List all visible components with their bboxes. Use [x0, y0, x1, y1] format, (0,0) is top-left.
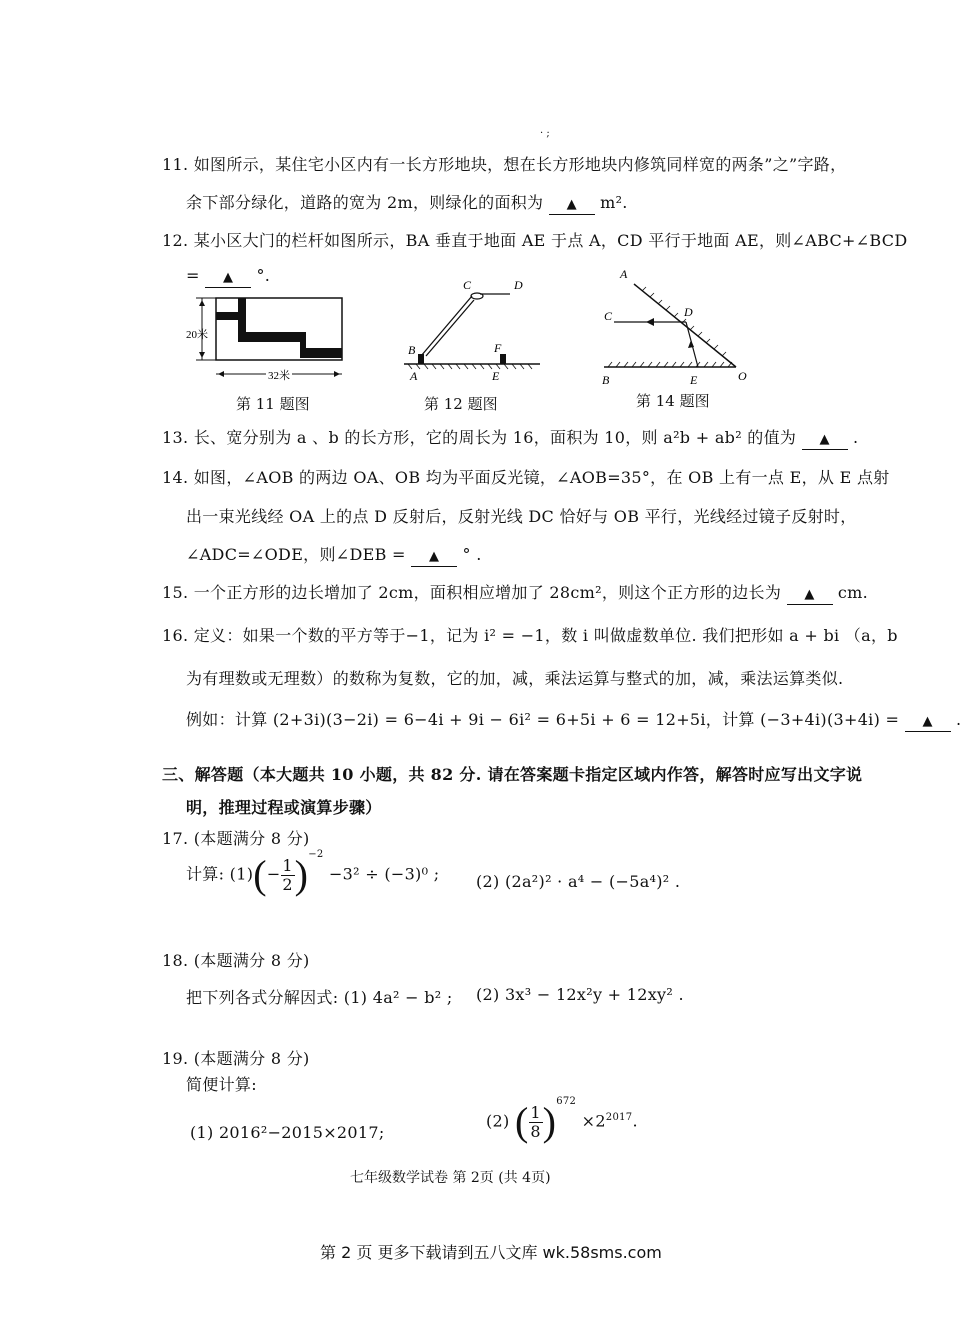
q12-eq: =: [186, 266, 200, 285]
fig12-caption: 第 12 题图: [424, 395, 498, 413]
q17-fraction: $\frac{1}{2}$: [282, 855, 293, 894]
q11-line1: 11. 如图所示，某住宅小区内有一长方形地块，想在长方形地块内修筑同样宽的两条”之”字路，: [162, 155, 847, 174]
figures: [180, 267, 780, 390]
fig12-label-e: E: [492, 369, 500, 383]
q15-unit: cm.: [837, 583, 869, 602]
q17-p1-rest: −3² ÷ (−3)⁰ ;: [328, 864, 440, 884]
q11-unit: m².: [600, 193, 628, 212]
fig12-label-a: A: [410, 369, 418, 383]
q14-line3: [186, 542, 482, 567]
q19-exp2: 2017: [605, 1112, 633, 1124]
q17-title: 17. (本题满分 8 分): [162, 829, 310, 848]
fig14-label-e: E: [690, 373, 698, 387]
q16-text: 例如：计算 (2+3i)(3−2i) = 6−4i + 9i − 6i² = 6+5i + 6 = 12+5i，计算 (−3+4i)(3+4i) =: [186, 710, 900, 729]
q13-text: 13. 长、宽分别为 a 、b 的长方形，它的周长为 16，面积为 10，则 a²b + ab² 的值为: [162, 428, 797, 447]
q12-line1: 12. 某小区大门的栏杆如图所示，BA 垂直于地面 AE 于点 A，CD 平行于地面 AE，则∠ABC+∠BCD: [162, 231, 908, 250]
q14-line1: 14. 如图，∠AOB 的两边 OA、OB 均为平面反光镜，∠AOB=35°，在 OB 上有一点 E，从 E 点射: [162, 468, 890, 487]
q19-p2-label: (2): [486, 1111, 510, 1131]
q12-line2: [186, 266, 270, 288]
q14-blank: ▲: [411, 548, 457, 567]
q11-line2: [186, 190, 628, 215]
q13-end: .: [852, 428, 859, 447]
section3-heading-line1: 三、解答题（本大题共 10 小题，共 82 分. 请在答案题卡指定区域内作答，解答时应写出文字说: [162, 765, 863, 784]
fig14-label-a: A: [620, 267, 628, 281]
fig12-label-d: D: [514, 278, 523, 292]
fig11-width-label: 32米: [268, 370, 290, 382]
q11-blank: ▲: [549, 196, 595, 215]
fig14-label-o: O: [738, 369, 747, 383]
site-footer: 第 2 页 更多下载请到五八文库 wk.58sms.com: [320, 1243, 662, 1262]
q19-subtitle: 简便计算:: [186, 1075, 257, 1094]
q16-line2: 为有理数或无理数）的数称为复数，它的加，减，乘法运算与整式的加，减，乘法运算类似.: [186, 669, 844, 688]
q16-line1: 16. 定义：如果一个数的平方等于−1，记为 i² = −1，数 i 叫做虚数单位. 我们把形如 a + bi （a，b: [162, 626, 898, 645]
q18-title: 18. (本题满分 8 分): [162, 951, 310, 970]
header-mark: · ;: [540, 128, 550, 139]
q16-blank: ▲: [905, 713, 951, 732]
q18-part2: (2) 3x³ − 12x²y + 12xy² .: [476, 985, 684, 1004]
q12-unit: °.: [256, 266, 271, 285]
q19-part2: (2) ( $\frac{1}{8}$ )$^{672} \times 2^{2017}$.: [486, 1096, 638, 1144]
q17-part2: (2) (2a²)² · a⁴ − (−5a⁴)² .: [476, 872, 681, 891]
q15-blank: ▲: [787, 586, 833, 605]
fig11-caption: 第 11 题图: [236, 395, 310, 413]
q14-line2: 出一束光线经 OA 上的点 D 反射后，反射光线 DC 恰好与 OB 平行，光线经过镜子反射时，: [186, 507, 857, 526]
fig14-caption: 第 14 题图: [636, 392, 710, 410]
q12-blank: ▲: [205, 269, 251, 288]
q15-text: 15. 一个正方形的边长增加了 2cm，面积相应增加了 28cm²，则这个正方形的边长为: [162, 583, 782, 602]
fig14-diagram: [602, 267, 747, 387]
q19-title: 19. (本题满分 8 分): [162, 1049, 310, 1068]
fig14-label-b: B: [602, 373, 610, 387]
q14-text: ∠ADC=∠ODE，则∠DEB =: [186, 545, 406, 564]
fig12-label-f: F: [494, 341, 502, 355]
q19-fraction: $\frac{1}{8}$: [530, 1102, 541, 1141]
q17-part1: 计算: (1)(− $\frac{1}{2}$ )$^{-2}$ −3² ÷ (−3)⁰ ;: [186, 849, 440, 897]
q11-text: 余下部分绿化，道路的宽为 2m，则绿化的面积为: [186, 193, 544, 212]
fig12-label-b: B: [408, 343, 416, 357]
q19-exp: 672: [556, 1096, 577, 1108]
q17-exp: −2: [308, 849, 324, 861]
q19-times: ×2: [581, 1111, 606, 1131]
q16-end: .: [956, 710, 961, 729]
q17-p1-label: 计算: (1): [186, 864, 254, 884]
section3-heading-line2: 明，推理过程或演算步骤）: [186, 798, 382, 817]
q13-line1: [162, 425, 858, 450]
fig11-height-label: 20米: [186, 329, 208, 341]
page-footer: 七年级数学试卷 第 2页 (共 4页): [350, 1170, 551, 1186]
q19-part1: (1) 2016²−2015×2017;: [190, 1123, 385, 1142]
q18-part1: 把下列各式分解因式: (1) 4a² − b² ;: [186, 988, 453, 1007]
q14-unit: ° .: [462, 545, 482, 564]
q13-blank: ▲: [802, 431, 848, 450]
q16-line3: [186, 707, 961, 732]
fig14-label-d: D: [684, 305, 693, 319]
fig12-label-c: C: [463, 278, 472, 292]
fig12-diagram: [404, 278, 540, 383]
fig14-label-c: C: [604, 309, 613, 323]
q15-line1: [162, 580, 868, 605]
fig11-diagram: [186, 298, 342, 382]
